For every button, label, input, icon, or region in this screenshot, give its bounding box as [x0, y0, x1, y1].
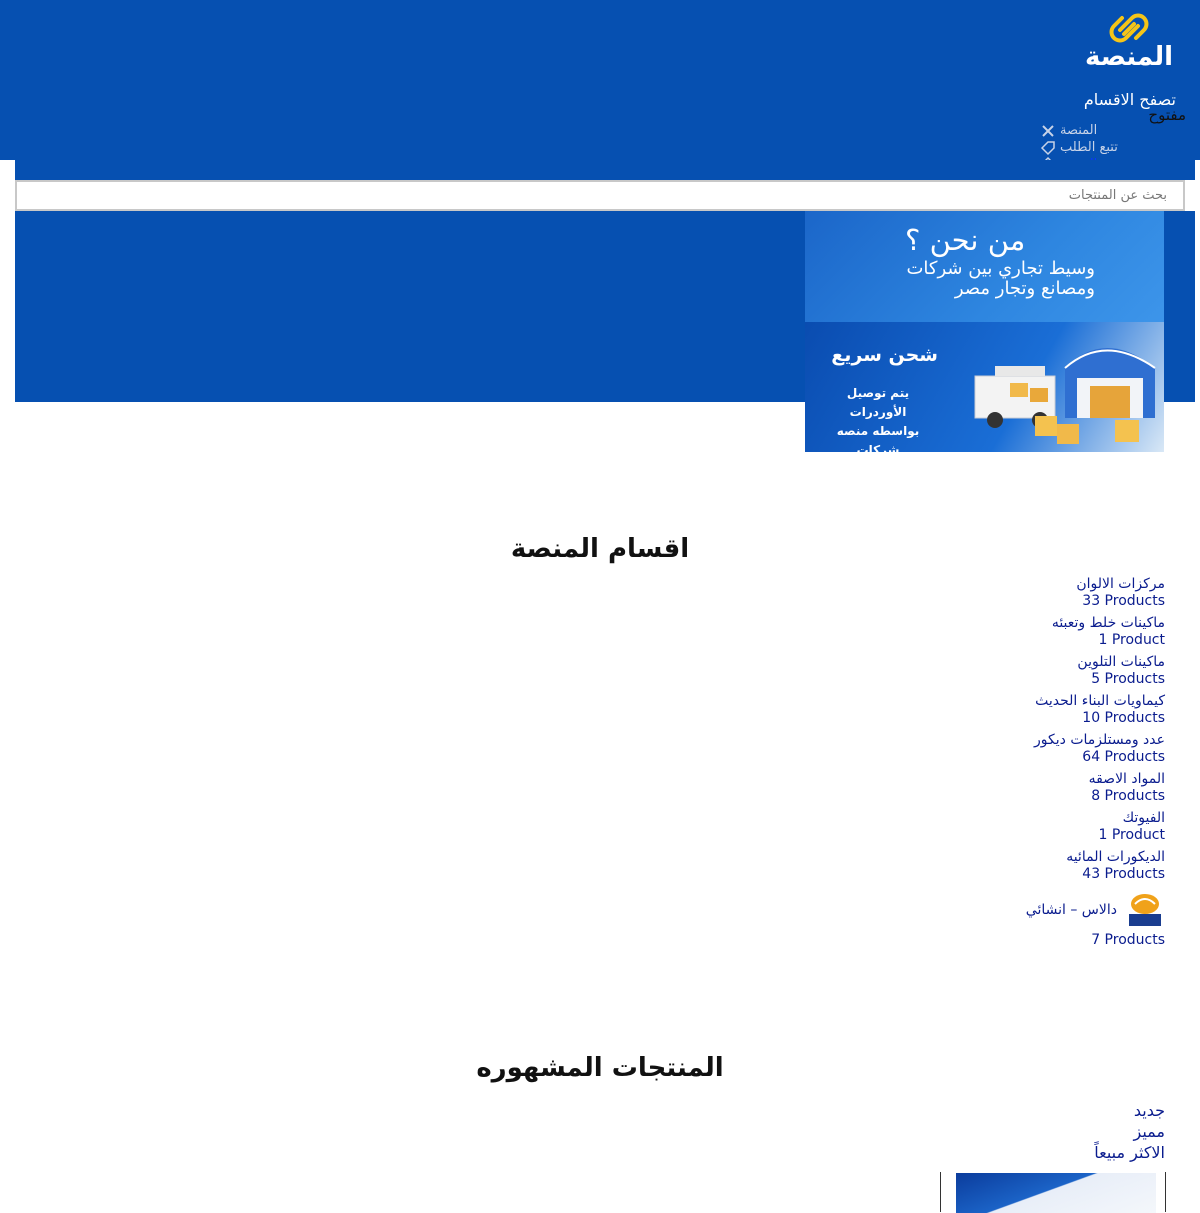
- category-name[interactable]: كيماويات البناء الحديث: [1035, 693, 1165, 709]
- tag-icon: [1040, 140, 1056, 156]
- category-item[interactable]: [960, 849, 1165, 883]
- category-name[interactable]: عدد ومستلزمات ديكور: [1034, 732, 1165, 748]
- category-item[interactable]: [960, 693, 1165, 727]
- category-item[interactable]: [960, 732, 1165, 766]
- category-name[interactable]: ماكينات التلوين: [1077, 654, 1165, 670]
- menu-item-track-order[interactable]: [1040, 139, 1186, 156]
- category-count[interactable]: 64 Products: [1082, 749, 1165, 765]
- shipping-banner-line: وتجار مصر: [846, 462, 910, 476]
- category-name[interactable]: دالاس – انشائي: [1025, 901, 1117, 918]
- category-name[interactable]: المواد الاصقه: [1088, 771, 1165, 787]
- category-item[interactable]: [960, 810, 1165, 844]
- category-item[interactable]: [960, 576, 1165, 610]
- tab-featured[interactable]: مميز: [1133, 1122, 1165, 1141]
- about-banner[interactable]: [805, 211, 1164, 322]
- category-thumbnail[interactable]: [1125, 890, 1165, 930]
- menu-item-label: تتبع الطلب: [1060, 140, 1118, 155]
- category-item[interactable]: [960, 654, 1165, 688]
- categories-list: [960, 576, 1165, 954]
- category-item[interactable]: [960, 615, 1165, 649]
- category-item-with-thumb[interactable]: [960, 888, 1165, 932]
- about-banner-line: ومصانع وتجار مصر: [954, 278, 1095, 299]
- site-header: [0, 0, 1200, 160]
- menu-state-label: مفتوح: [1148, 106, 1186, 124]
- category-count[interactable]: 7 Products: [1091, 932, 1165, 948]
- menu-item-platform[interactable]: [1040, 122, 1186, 139]
- about-banner-title: من نحن ؟: [905, 223, 1026, 257]
- category-name[interactable]: ماكينات خلط وتعبئه: [1051, 615, 1165, 631]
- search-input[interactable]: [17, 182, 1183, 209]
- categories-section-title: اقسام المنصة: [510, 534, 690, 564]
- browse-categories-button[interactable]: تصفح الاقسام: [1083, 90, 1176, 109]
- category-count[interactable]: 1 Product: [1098, 632, 1165, 648]
- category-count[interactable]: 33 Products: [1082, 593, 1165, 609]
- popular-section-title: المنتجات المشهوره: [476, 1053, 724, 1083]
- shipping-banner-text: [818, 384, 938, 479]
- category-item-count-row[interactable]: [960, 932, 1165, 949]
- category-count[interactable]: 43 Products: [1082, 866, 1165, 882]
- product-image[interactable]: [956, 1173, 1156, 1213]
- site-logo[interactable]: [1082, 8, 1176, 78]
- category-count[interactable]: 5 Products: [1091, 671, 1165, 687]
- hero-top-strip: [15, 160, 1195, 180]
- category-count[interactable]: 1 Product: [1098, 827, 1165, 843]
- search-bar: [15, 180, 1185, 211]
- product-card[interactable]: [940, 1172, 1166, 1212]
- shipping-banner[interactable]: [805, 322, 1164, 476]
- close-icon[interactable]: [1040, 123, 1056, 139]
- menu-item-label: المنصة: [1060, 123, 1098, 138]
- category-name[interactable]: مركزات الالوان: [1076, 576, 1165, 592]
- category-count[interactable]: 10 Products: [1082, 710, 1165, 726]
- shipping-banner-line: يتم توصيل الأوردرات: [846, 386, 910, 419]
- category-name[interactable]: الديكورات المائيه: [1066, 849, 1165, 865]
- warehouse-truck-illustration: [965, 328, 1160, 452]
- category-item[interactable]: [960, 771, 1165, 805]
- shipping-banner-line: بواسطه منصه شركات: [836, 424, 920, 457]
- logo-text: المنصة: [1084, 42, 1174, 72]
- category-name[interactable]: الفيوتك: [1122, 810, 1165, 826]
- about-banner-text: [905, 259, 1095, 299]
- tab-best-selling[interactable]: الاكثر مبيعاً: [1094, 1143, 1165, 1162]
- about-banner-line: وسيط تجاري بين شركات: [906, 258, 1095, 279]
- tab-new[interactable]: جديد: [1133, 1101, 1165, 1120]
- popular-tabs: [1000, 1100, 1165, 1163]
- category-count[interactable]: 8 Products: [1091, 788, 1165, 804]
- shipping-banner-title: شحن سريع: [831, 344, 938, 366]
